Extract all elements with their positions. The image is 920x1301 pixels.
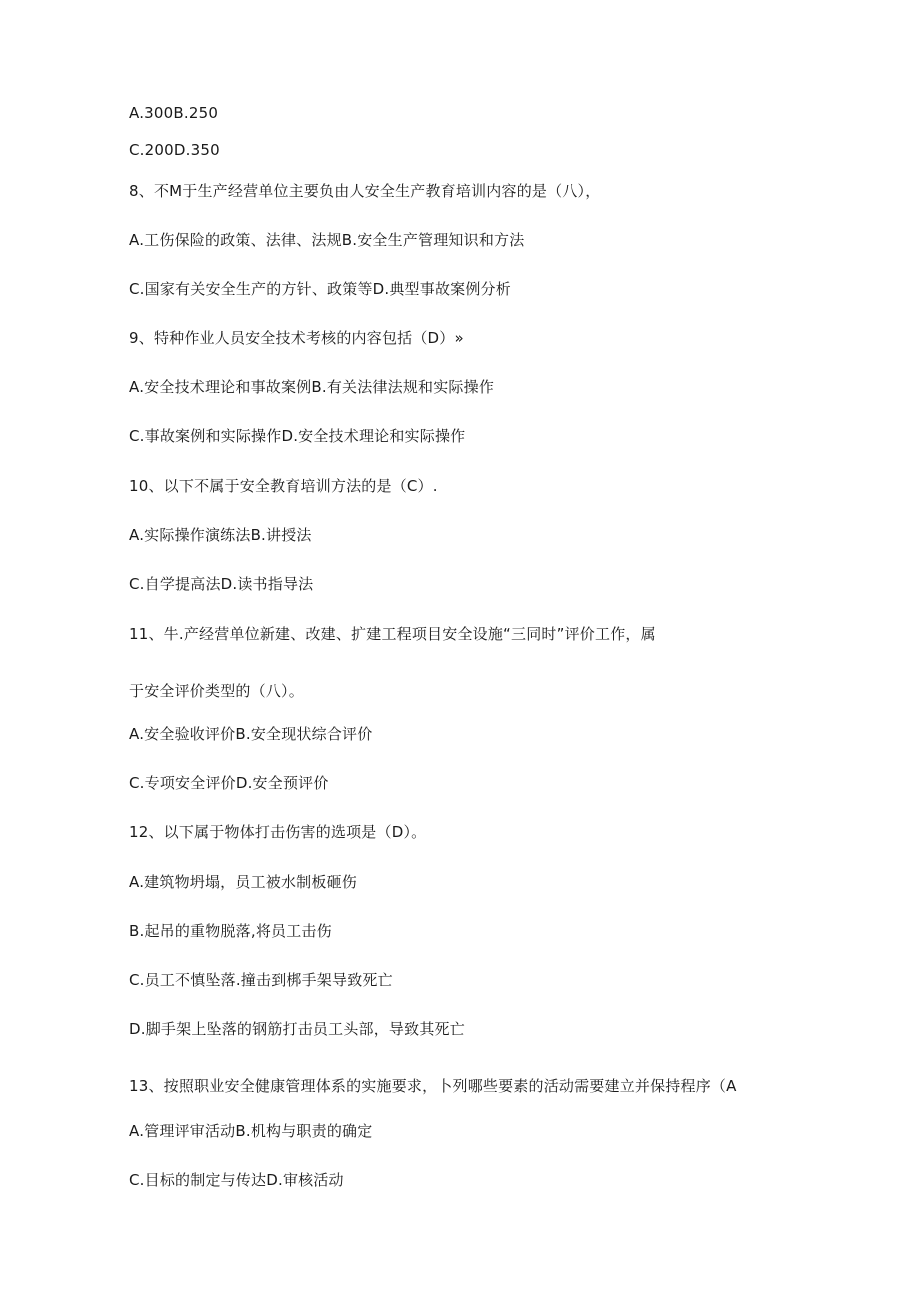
option-line-13cd: C.目标的制定与传达D.审核活动 (129, 1171, 344, 1189)
question-11: 11、牛.产经营单位新建、改建、扩建工程项目安全设施“三同时”评价工作，属 (129, 625, 656, 643)
option-line-13ab: A.管理评审活动B.机构与职责的确定 (129, 1122, 373, 1140)
option-line-11ab: A.安全验收评价B.安全现状综合评价 (129, 725, 373, 743)
option-line-7ab: A.300B.250 (129, 104, 219, 122)
question-12: 12、以下属于物体打击伤害的选项是（D）。 (129, 823, 427, 841)
option-line-10cd: C.自学提高法D.读书指导法 (129, 575, 314, 593)
option-line-11cd: C.专项安全评价D.安全预评价 (129, 774, 329, 792)
question-10: 10、以下不属于安全教育培训方法的是（C）. (129, 477, 438, 495)
option-line-8ab: A.工伤保险的政策、法律、法规B.安全生产管理知识和方法 (129, 231, 525, 249)
question-9: 9、特种作业人员安全技术考核的内容包括（D）» (129, 329, 464, 347)
option-12a: A.建筑物坍塌，员工被水制板砸伤 (129, 873, 357, 891)
option-line-9cd: C.事故案例和实际操作D.安全技术理论和实际操作 (129, 427, 466, 445)
option-line-7cd: C.200D.350 (129, 141, 220, 159)
option-line-9ab: A.安全技术理论和事故案例B.有关法律法规和实际操作 (129, 378, 495, 396)
option-12b: B.起吊的重物脱落,将员工击伤 (129, 922, 332, 940)
question-11-continued: 于安全评价类型的（八）。 (129, 682, 304, 700)
option-12d: D.脚手架上坠落的钢筋打击员工头部，导致其死亡 (129, 1020, 465, 1038)
question-13: 13、按照职业安全健康管理体系的实施要求，卜列哪些要素的活动需要建立并保持程序（A (129, 1077, 737, 1095)
option-line-10ab: A.实际操作演练法B.讲授法 (129, 526, 312, 544)
option-line-8cd: C.国家有关安全生产的方针、政策等D.典型事故案例分析 (129, 280, 511, 298)
option-12c: C.员工不慎坠落.撞击到梆手架导致死亡 (129, 971, 393, 989)
question-8: 8、不M于生产经营单位主要负由人安全生产教育培训内容的是（八）， (129, 182, 601, 200)
